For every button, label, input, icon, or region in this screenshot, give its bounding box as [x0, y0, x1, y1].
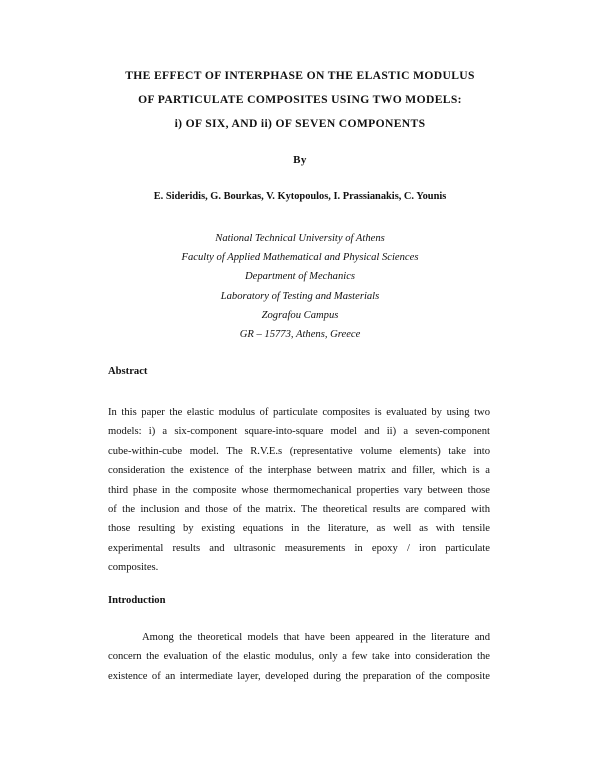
title-line: THE EFFECT OF INTERPHASE ON THE ELASTIC MODULUS: [125, 69, 475, 82]
affiliation-line: Zografou Campus: [261, 309, 339, 321]
abstract-heading: Abstract: [108, 366, 148, 377]
introduction-line: existence of an intermediate layer, developed during the preparation of the composite: [108, 670, 490, 682]
abstract-line: consideration the existence of the interphase between matrix and filler, which is a: [108, 465, 490, 477]
abstract-line: In this paper the elastic modulus of particulate composites is evaluated by using two: [108, 407, 490, 418]
abstract-line: of the inclusion and those of the matrix. The theoretical results are compared with: [108, 504, 490, 516]
affiliation-line: Faculty of Applied Mathematical and Physical Sciences: [181, 252, 419, 264]
title-line: i) OF SIX, AND ii) OF SEVEN COMPONENTS: [174, 117, 426, 130]
affiliation-line: Department of Mechanics: [244, 271, 356, 283]
paper-title: [60, 64, 540, 136]
introduction-line: Among the theoretical models that have been appeared in the literature and: [142, 632, 490, 643]
abstract-line: models: i) a six-component square-into-square model and ii) a seven-component: [108, 426, 490, 438]
author-list: E. Sideridis, G. Bourkas, V. Kytopoulos, I. Prassianakis, C. Younis: [153, 191, 447, 202]
affiliation-line: National Technical University of Athens: [215, 233, 385, 244]
affiliation-line: GR – 15773, Athens, Greece: [239, 329, 361, 341]
title-line: OF PARTICULATE COMPOSITES USING TWO MODELS:: [138, 93, 462, 106]
abstract-line: third phase in the composite whose thermomechanical properties vary between those: [108, 484, 490, 496]
abstract-line: cube-within-cube model. The R.V.E.s (representative volume elements) take into: [108, 445, 490, 457]
abstract-line: those resulting by existing equations in the literature, as well as with tensile: [108, 523, 490, 535]
introduction-line: concern the evaluation of the elastic modulus, only a few take into consideration the: [108, 651, 490, 663]
introduction-body: [108, 628, 490, 686]
abstract-body: [108, 403, 490, 578]
introduction-heading: Introduction: [108, 595, 166, 606]
abstract-line: experimental results and ultrasonic measurements in epoxy / iron particulate: [108, 542, 490, 554]
by-label: By: [293, 154, 307, 166]
affiliation-block: [0, 229, 600, 344]
abstract-line: composites.: [108, 562, 159, 574]
affiliation-line: Laboratory of Testing and Masterials: [220, 290, 380, 302]
